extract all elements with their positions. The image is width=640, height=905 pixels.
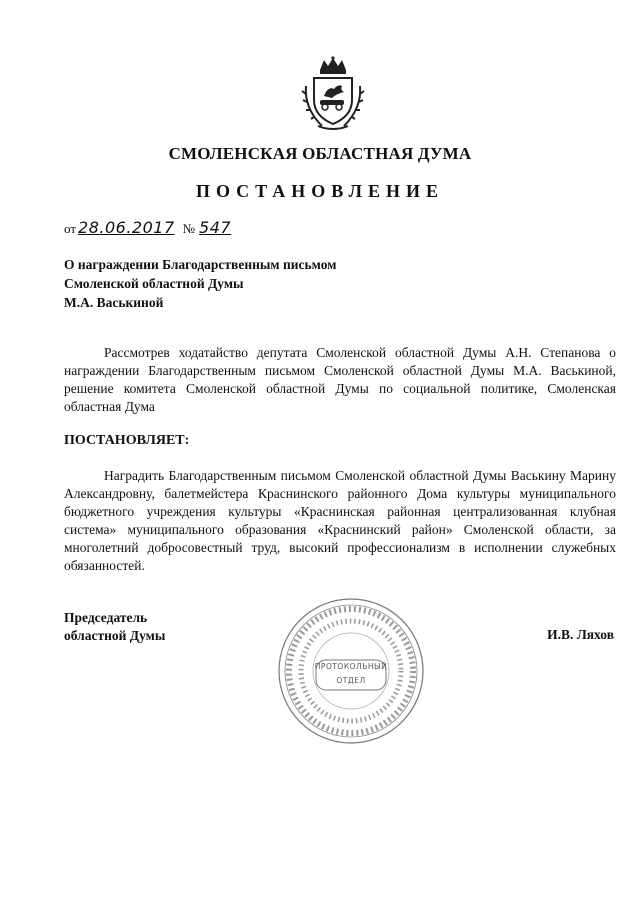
document-number: 547 bbox=[199, 218, 232, 237]
document-subject bbox=[64, 255, 464, 312]
signatory-name: И.В. Ляхов bbox=[547, 627, 614, 642]
position-line: областной Думы bbox=[64, 628, 166, 643]
decrees-heading: ПОСТАНОВЛЯЕТ: bbox=[64, 433, 190, 448]
subject-line: О награждении Благодарственным письмом bbox=[64, 257, 337, 272]
organization-name: СМОЛЕНСКАЯ ОБЛАСТНАЯ ДУМА bbox=[168, 144, 472, 163]
number-prefix: № bbox=[182, 221, 196, 236]
official-seal bbox=[276, 596, 426, 746]
document-type: ПОСТАНОВЛЕНИЕ bbox=[195, 181, 445, 201]
decision-text: Наградить Благодарственным письмом Смоленской областной Думы Васькину Марину Александровну, балетмейстера Краснинского районного Дома культуры муниципального бюджетного учреждения культуры «Краснинская районная централизованная клубная система» муниципального образования «Краснинский район» Смоленской области, за многолетний добросовестный труд, высокий профессионализм в исполнении служебных обязанностей. bbox=[64, 468, 616, 573]
date-prefix: от bbox=[64, 221, 77, 236]
seal-inner-line: ОТДЕЛ bbox=[336, 676, 366, 685]
position-line: Председатель bbox=[64, 610, 148, 625]
coat-of-arms-icon bbox=[300, 56, 366, 130]
subject-line: Смоленской областной Думы bbox=[64, 276, 244, 291]
preamble-paragraph bbox=[64, 344, 616, 416]
document-dateline bbox=[64, 218, 231, 237]
seal-icon bbox=[276, 596, 426, 746]
decision-paragraph bbox=[64, 467, 616, 575]
signatory-position bbox=[64, 609, 165, 645]
preamble-text: Рассмотрев ходатайство депутата Смоленской областной Думы А.Н. Степанова о награждении Благодарственным письмом Смоленской областной Думы М.А. Васькиной, решение комитета Смоленской областной Думы по социальной политике, Смоленская областная Дума bbox=[64, 345, 616, 414]
seal-inner-line: ПРОТОКОЛЬНЫЙ bbox=[314, 662, 388, 671]
document-date: 28.06.2017 bbox=[78, 218, 175, 237]
subject-line: М.А. Васькиной bbox=[64, 295, 164, 310]
